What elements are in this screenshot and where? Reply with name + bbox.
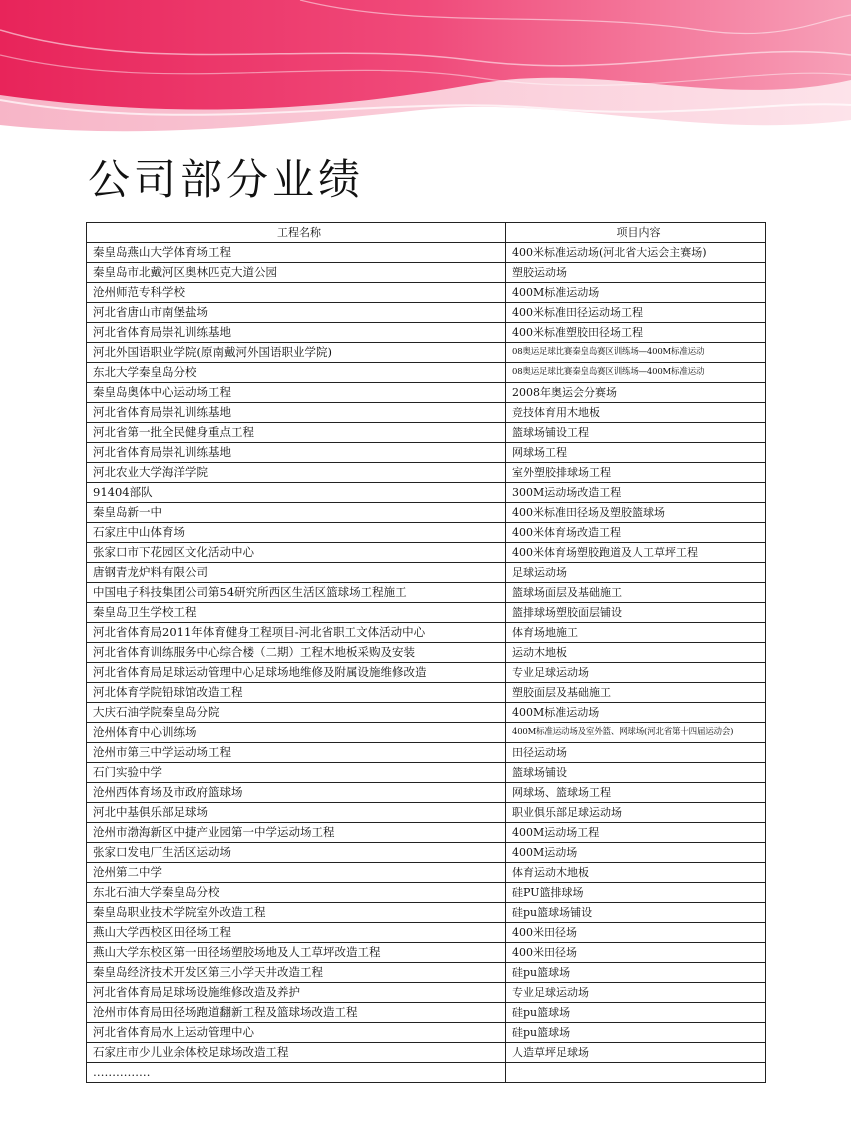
project-name-cell: 河北省体育局崇礼训练基地 [87,443,506,463]
table-row [87,363,766,383]
table-row [87,763,766,783]
project-name-cell: 秦皇岛经济技术开发区第三小学天井改造工程 [87,963,506,983]
table-row [87,1023,766,1043]
table-row [87,643,766,663]
project-name-cell: 河北省体育局崇礼训练基地 [87,403,506,423]
project-name-cell: 秦皇岛新一中 [87,503,506,523]
project-name-cell: 河北省第一批全民健身重点工程 [87,423,506,443]
project-content-cell: 400米标准塑胶田径场工程 [506,323,766,343]
project-content-cell: 篮球场面层及基础施工 [506,583,766,603]
table-row [87,403,766,423]
project-content-cell: 塑胶面层及基础施工 [506,683,766,703]
column-header-project-content: 项目内容 [506,223,766,243]
project-content-cell: 足球运动场 [506,563,766,583]
project-content-cell: 篮排球场塑胶面层铺设 [506,603,766,623]
project-name-cell: 河北省体育训练服务中心综合楼（二期）工程木地板采购及安装 [87,643,506,663]
project-content-cell: 300M运动场改造工程 [506,483,766,503]
project-content-cell: 400M运动场 [506,843,766,863]
table-row [87,1043,766,1063]
table-row [87,743,766,763]
table-row [87,1063,766,1083]
project-content-cell: 硅pu篮球场 [506,1023,766,1043]
project-name-cell: 河北外国语职业学院(原南戴河外国语职业学院) [87,343,506,363]
project-name-cell: 东北石油大学秦皇岛分校 [87,883,506,903]
project-content-cell: 体育运动木地板 [506,863,766,883]
table-row [87,883,766,903]
table-row [87,983,766,1003]
decorative-wave-banner [0,0,851,150]
table-row [87,803,766,823]
project-content-cell: 塑胶运动场 [506,263,766,283]
project-name-cell: 河北农业大学海洋学院 [87,463,506,483]
project-content-cell: 竞技体育用木地板 [506,403,766,423]
project-name-cell: 沧州市渤海新区中捷产业园第一中学运动场工程 [87,823,506,843]
table-row [87,283,766,303]
project-content-cell: 网球场工程 [506,443,766,463]
project-name-cell: 河北省体育局2011年体育健身工程项目-河北省职工文体活动中心 [87,623,506,643]
project-content-cell: 田径运动场 [506,743,766,763]
project-content-cell: 400米标准田径运动场工程 [506,303,766,323]
table-row [87,583,766,603]
project-name-cell: …………… [87,1063,506,1083]
project-content-cell: 400米标准田径场及塑胶篮球场 [506,503,766,523]
project-name-cell: 石门实验中学 [87,763,506,783]
table-row [87,863,766,883]
project-name-cell: 唐钢青龙炉料有限公司 [87,563,506,583]
project-content-cell: 400米体育场塑胶跑道及人工草坪工程 [506,543,766,563]
project-content-cell: 室外塑胶排球场工程 [506,463,766,483]
table-row [87,903,766,923]
project-content-cell: 400米田径场 [506,943,766,963]
project-content-cell: 400米田径场 [506,923,766,943]
table-row [87,463,766,483]
table-row [87,843,766,863]
project-content-cell: 400米体育场改造工程 [506,523,766,543]
project-content-cell: 08奥运足球比赛秦皇岛赛区训练场—400M标准运动 [506,343,766,363]
project-name-cell: 沧州市体育局田径场跑道翻新工程及篮球场改造工程 [87,1003,506,1023]
table-row [87,243,766,263]
project-name-cell: 石家庄市少儿业余体校足球场改造工程 [87,1043,506,1063]
table-header-row [87,223,766,243]
table-row [87,703,766,723]
table-row [87,483,766,503]
page-title: 公司部分业绩 [88,155,365,204]
table-row [87,343,766,363]
project-name-cell: 沧州市第三中学运动场工程 [87,743,506,763]
column-header-project-name: 工程名称 [87,223,506,243]
project-name-cell: 秦皇岛市北戴河区奥林匹克大道公园 [87,263,506,283]
project-content-cell: 硅PU篮排球场 [506,883,766,903]
table-row [87,1003,766,1023]
project-content-cell: 篮球场铺设工程 [506,423,766,443]
project-content-cell: 硅pu篮球场 [506,1003,766,1023]
table-row [87,443,766,463]
table-row [87,383,766,403]
table-row [87,543,766,563]
project-name-cell: 河北省体育局水上运动管理中心 [87,1023,506,1043]
table-row [87,783,766,803]
project-name-cell: 沧州体育中心训练场 [87,723,506,743]
project-content-cell: 400M标准运动场 [506,283,766,303]
table-row [87,823,766,843]
table-row [87,423,766,443]
table-row [87,663,766,683]
project-content-cell: 硅pu篮球场铺设 [506,903,766,923]
project-content-cell: 400M标准运动场 [506,703,766,723]
project-name-cell: 沧州第二中学 [87,863,506,883]
project-content-cell: 专业足球运动场 [506,663,766,683]
project-name-cell: 张家口市下花园区文化活动中心 [87,543,506,563]
project-content-cell: 硅pu篮球场 [506,963,766,983]
project-content-cell: 400M标准运动场及室外篮、网球场(河北省第十四届运动会) [506,723,766,743]
project-name-cell: 河北省唐山市南堡盐场 [87,303,506,323]
project-name-cell: 中国电子科技集团公司第54研究所西区生活区篮球场工程施工 [87,583,506,603]
project-content-cell: 人造草坪足球场 [506,1043,766,1063]
project-content-cell [506,1063,766,1083]
table-row [87,263,766,283]
project-name-cell: 河北中基俱乐部足球场 [87,803,506,823]
table-row [87,603,766,623]
table-row [87,943,766,963]
project-content-cell: 运动木地板 [506,643,766,663]
project-name-cell: 秦皇岛燕山大学体育场工程 [87,243,506,263]
project-name-cell: 91404部队 [87,483,506,503]
project-content-cell: 08奥运足球比赛秦皇岛赛区训练场—400M标准运动 [506,363,766,383]
table-row [87,923,766,943]
project-content-cell: 400M运动场工程 [506,823,766,843]
project-name-cell: 沧州师范专科学校 [87,283,506,303]
project-name-cell: 河北省体育局崇礼训练基地 [87,323,506,343]
project-content-cell: 体育场地施工 [506,623,766,643]
project-content-cell: 网球场、篮球场工程 [506,783,766,803]
table-row [87,303,766,323]
project-content-cell: 专业足球运动场 [506,983,766,1003]
project-content-cell: 职业俱乐部足球运动场 [506,803,766,823]
project-name-cell: 石家庄中山体育场 [87,523,506,543]
project-name-cell: 河北省体育局足球场设施维修改造及养护 [87,983,506,1003]
table-row [87,503,766,523]
project-name-cell: 东北大学秦皇岛分校 [87,363,506,383]
project-name-cell: 大庆石油学院秦皇岛分院 [87,703,506,723]
project-name-cell: 秦皇岛奥体中心运动场工程 [87,383,506,403]
table-row [87,323,766,343]
project-name-cell: 张家口发电厂生活区运动场 [87,843,506,863]
table-row [87,683,766,703]
table-row [87,723,766,743]
project-name-cell: 秦皇岛职业技术学院室外改造工程 [87,903,506,923]
project-name-cell: 燕山大学东校区第一田径场塑胶场地及人工草坪改造工程 [87,943,506,963]
table-row [87,563,766,583]
project-name-cell: 秦皇岛卫生学校工程 [87,603,506,623]
table-row [87,963,766,983]
project-content-cell: 篮球场铺设 [506,763,766,783]
performance-table [86,222,766,1083]
project-name-cell: 沧州西体育场及市政府篮球场 [87,783,506,803]
project-name-cell: 河北省体育局足球运动管理中心足球场地维修及附属设施维修改造 [87,663,506,683]
project-content-cell: 2008年奥运会分赛场 [506,383,766,403]
project-name-cell: 燕山大学西校区田径场工程 [87,923,506,943]
project-content-cell: 400米标准运动场(河北省大运会主赛场) [506,243,766,263]
project-name-cell: 河北体育学院铅球馆改造工程 [87,683,506,703]
table-row [87,523,766,543]
table-row [87,623,766,643]
